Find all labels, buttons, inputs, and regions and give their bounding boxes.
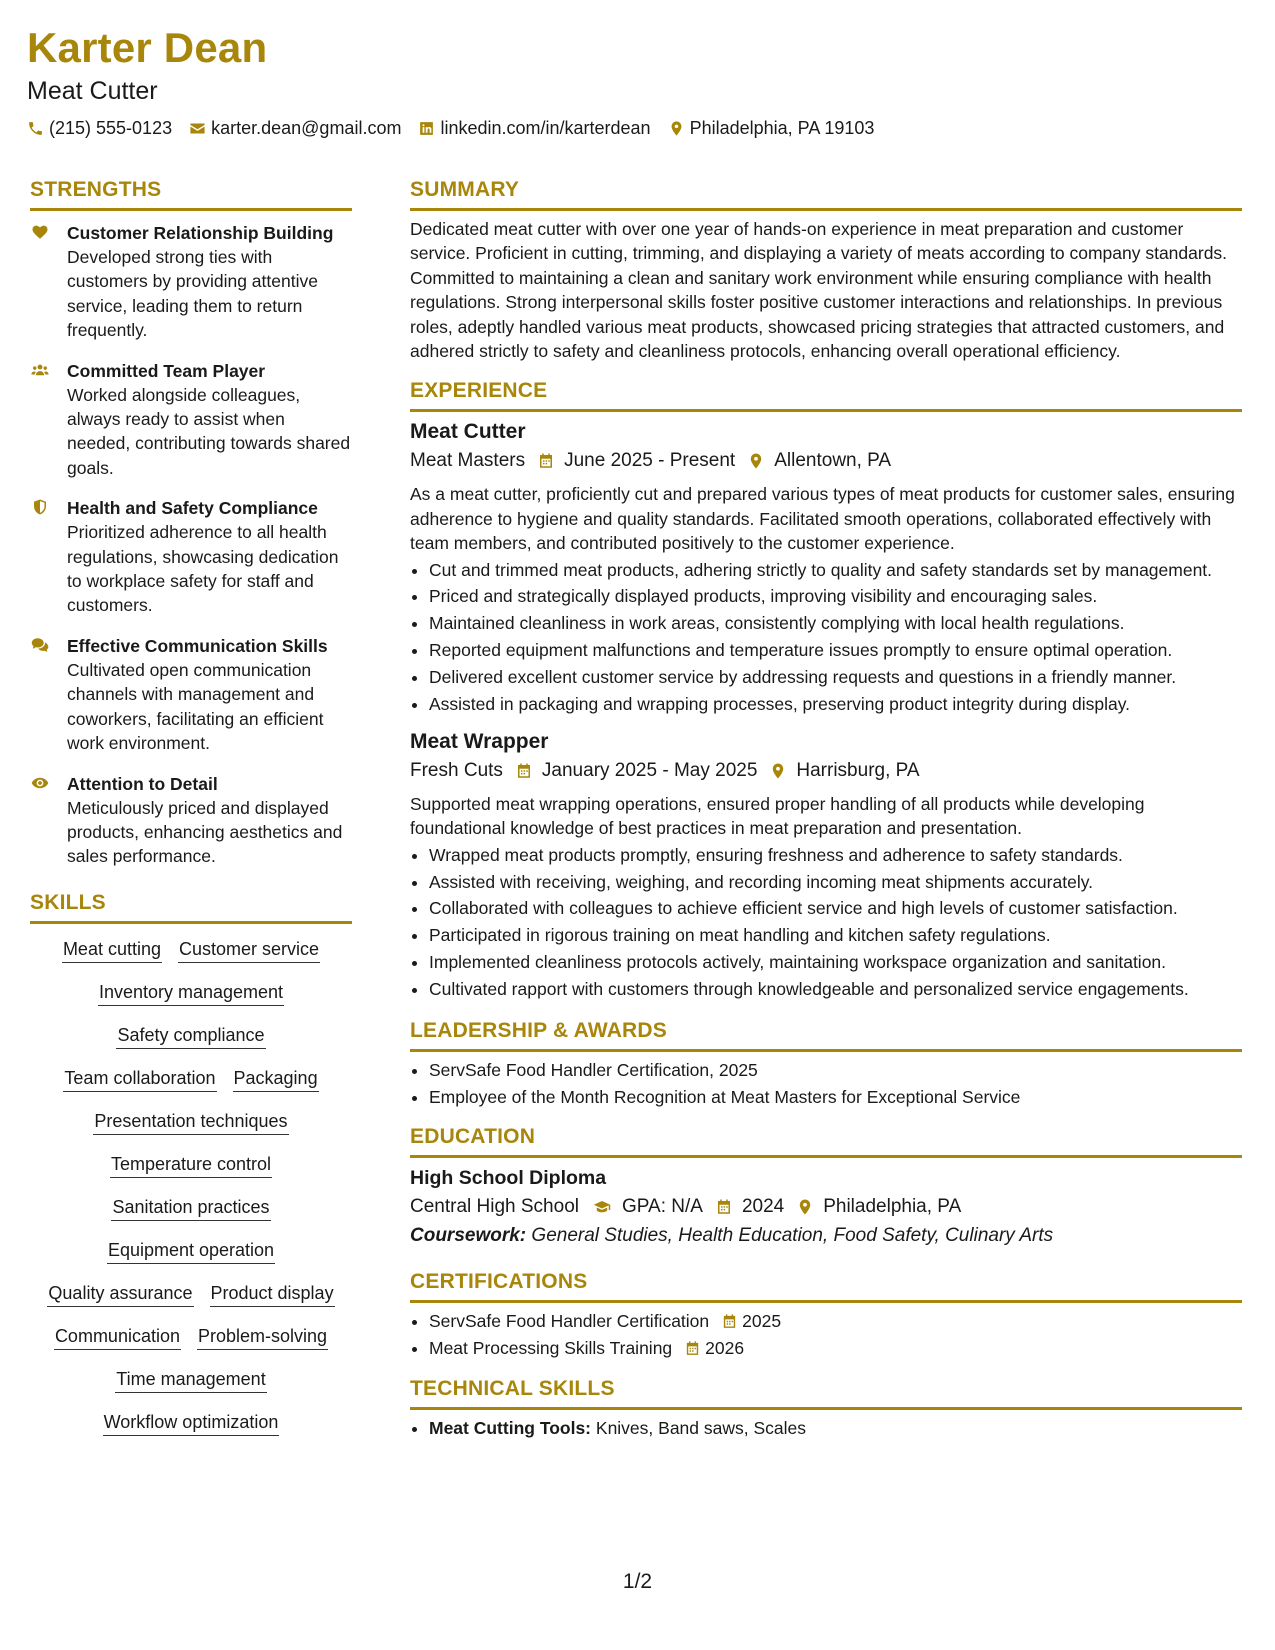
calendar-icon [715, 1198, 733, 1216]
graduation-cap-icon [591, 1198, 613, 1216]
certification-year: 2026 [705, 1338, 745, 1359]
job-entry [410, 728, 1242, 1001]
skill-tag: Equipment operation [107, 1237, 275, 1264]
calendar-icon [537, 452, 555, 470]
shield-icon [30, 498, 50, 516]
job-description: Supported meat wrapping operations, ensured proper handling of all products while developing foundational knowledge of best practices in meat preparation and presentation. [410, 794, 1145, 839]
envelope-icon [189, 120, 206, 137]
bullet-item: • Assisted in packaging and wrapping processes, preserving product integrity during display. [429, 692, 1242, 716]
bullet-item: • Cut and trimmed meat products, adhering strictly to quality and safety standards set by management. [429, 558, 1242, 582]
gpa-text: GPA: N/A [621, 1196, 703, 1218]
contact-location [668, 116, 875, 140]
coursework [410, 1222, 1242, 1250]
bullet-item: • Participated in rigorous training on meat handling and kitchen safety regulations. [429, 923, 1242, 947]
technical-skill-item [429, 1416, 1242, 1440]
job-entry [410, 418, 1242, 716]
contact-phone [27, 116, 172, 140]
job-meta [410, 756, 1242, 786]
phone-text: (215) 555-0123 [49, 118, 173, 138]
strength-title: Health and Safety Compliance [67, 498, 318, 519]
skill-tag: Packaging [233, 1065, 319, 1092]
job-meta [410, 446, 1242, 476]
certifications-list [410, 1309, 1242, 1360]
bullet-item: • Cultivated rapport with customers through knowledgeable and personalized service engagements. [429, 977, 1242, 1001]
strength-item [30, 634, 352, 756]
job-location: Harrisburg, PA [796, 760, 920, 782]
skill-tag: Presentation techniques [93, 1108, 288, 1135]
education-location: Philadelphia, PA [823, 1196, 962, 1218]
map-marker-icon [796, 1198, 814, 1216]
users-icon [30, 361, 50, 379]
technical-skills-heading: TECHNICAL SKILLS [410, 1371, 1242, 1410]
bullet-item: • Collaborated with colleagues to achieve efficient service and high levels of customer satisfaction. [429, 896, 1242, 920]
map-marker-icon [747, 452, 765, 470]
skills-heading: SKILLS [30, 885, 352, 924]
skill-tag: Customer service [178, 936, 320, 963]
strength-description: Developed strong ties with customers by providing attentive service, leading them to return frequently. [67, 247, 318, 341]
location-text: Philadelphia, PA 19103 [689, 118, 875, 138]
education-heading: EDUCATION [410, 1119, 1242, 1158]
job-location: Allentown, PA [774, 450, 892, 472]
contact-bar [27, 116, 1227, 140]
summary-text: Dedicated meat cutter with over one year of hands-on experience in meat preparation and customer service. Proficient in cutting, trimming, and displaying a variety of meats according to company standards. Committed to maintaining a clean and sanitary work environment while ensuring compliance with health regulations. Strong interpersonal skills foster positive customer interactions and relationships. In previous roles, adeptly handled various meat products, showcased pricing strategies that attracted customers, and adhered strictly to safety and cleanliness protocols, enhancing overall operational efficiency. [410, 219, 1228, 362]
contact-email[interactable] [189, 116, 401, 140]
strength-item [30, 496, 352, 618]
award-item: • Employee of the Month Recognition at Meat Masters for Exceptional Service [429, 1085, 1242, 1109]
strength-description: Meticulously priced and displayed products, enhancing aesthetics and sales performance. [67, 797, 343, 867]
page-number: 1/2 [622, 1570, 653, 1593]
strength-description: Cultivated open communication channels with management and coworkers, facilitating an efficient work environment. [67, 659, 324, 754]
right-column [410, 172, 1242, 1442]
leadership-heading: LEADERSHIP & AWARDS [410, 1013, 1242, 1052]
bullet-item: • Wrapped meat products promptly, ensuring freshness and adherence to safety standards. [429, 843, 1242, 867]
job-title: Meat Wrapper [410, 730, 549, 754]
strength-title: Effective Communication Skills [67, 635, 328, 656]
skill-tag: Safety compliance [116, 1022, 265, 1049]
contact-linkedin[interactable] [418, 116, 650, 140]
strength-title: Customer Relationship Building [67, 223, 334, 243]
strength-item [30, 772, 352, 869]
bullet-item: • Assisted with receiving, weighing, and recording incoming meat shipments accurately. [429, 870, 1242, 894]
certification-item [429, 1336, 1242, 1360]
left-column [30, 172, 352, 1452]
eye-icon [30, 774, 50, 792]
job-dates: January 2025 - May 2025 [541, 760, 758, 782]
technical-skill-label: Meat Cutting Tools: [429, 1417, 592, 1438]
phone-icon [27, 120, 44, 137]
strength-item [30, 359, 352, 481]
calendar-icon [515, 762, 533, 780]
education-year: 2024 [741, 1196, 785, 1218]
resume-header [27, 20, 1227, 140]
job-bullets [410, 843, 1242, 1001]
skill-tag: Sanitation practices [111, 1194, 270, 1221]
certification-name: • ServSafe Food Handler Certification [429, 1311, 710, 1332]
bullet-item: • Implemented cleanliness protocols actively, maintaining workspace organization and sanitation. [429, 950, 1242, 974]
bullet-item: • Priced and strategically displayed products, improving visibility and encouraging sales. [429, 584, 1242, 608]
map-marker-icon [668, 120, 685, 137]
strengths-heading: STRENGTHS [30, 172, 352, 211]
coursework-text: General Studies, Health Education, Food Safety, Culinary Arts [531, 1225, 1054, 1247]
linkedin-icon [418, 120, 435, 137]
bullet-item: • Delivered excellent customer service by addressing requests and questions in a friendly manner. [429, 665, 1242, 689]
strength-item [30, 221, 352, 343]
strength-title: Attention to Detail [67, 773, 218, 794]
leadership-list [410, 1058, 1242, 1109]
linkedin-text[interactable]: linkedin.com/in/karterdean [440, 118, 651, 138]
strength-description: Worked alongside colleagues, always ready to assist when needed, contributing towards shared goals. [67, 384, 351, 478]
education-meta [410, 1192, 1242, 1222]
skill-tag: Workflow optimization [103, 1409, 280, 1436]
job-company: Meat Masters [410, 450, 526, 472]
candidate-name: Karter Dean [27, 24, 268, 71]
skill-tag: Temperature control [110, 1151, 272, 1178]
coursework-label: Coursework: [410, 1225, 527, 1247]
experience-heading: EXPERIENCE [410, 373, 1242, 412]
calendar-icon [721, 1313, 738, 1330]
award-item: • ServSafe Food Handler Certification, 2025 [429, 1058, 1242, 1082]
job-dates: June 2025 - Present [564, 450, 736, 472]
skill-tag: Inventory management [98, 979, 284, 1006]
skills-list [30, 930, 352, 1452]
map-marker-icon [769, 762, 787, 780]
strengths-list [30, 217, 352, 869]
job-title: Meat Cutter [410, 420, 526, 444]
skill-tag: Communication [54, 1323, 181, 1350]
certification-year: 2025 [742, 1311, 782, 1332]
skill-tag: Quality assurance [47, 1280, 193, 1307]
job-description: As a meat cutter, proficiently cut and prepared various types of meat products for customer sales, ensuring adherence to hygiene and quality standards. Facilitated smooth operations, collaborated effectively with team members, and contributed positively to the customer experience. [410, 484, 1235, 554]
degree-title: High School Diploma [410, 1167, 607, 1190]
email-text[interactable]: karter.dean@gmail.com [211, 118, 402, 138]
technical-skill-value: Knives, Band saws, Scales [595, 1417, 806, 1438]
summary-heading: SUMMARY [410, 172, 1242, 211]
comments-icon [30, 636, 50, 654]
skill-tag: Meat cutting [62, 936, 162, 963]
certification-name: • Meat Processing Skills Training [429, 1338, 673, 1359]
certifications-heading: CERTIFICATIONS [410, 1264, 1242, 1303]
skill-tag: Time management [115, 1366, 266, 1393]
job-company: Fresh Cuts [410, 760, 503, 782]
bullet-item: • Reported equipment malfunctions and temperature issues promptly to ensure optimal operation. [429, 638, 1242, 662]
technical-skills-list [410, 1416, 1242, 1440]
bullet-item: • Maintained cleanliness in work areas, consistently complying with local health regulations. [429, 611, 1242, 635]
candidate-title: Meat Cutter [27, 77, 158, 105]
strength-title: Committed Team Player [67, 360, 266, 381]
heart-icon [30, 223, 50, 241]
skill-tag: Problem-solving [197, 1323, 328, 1350]
job-bullets [410, 558, 1242, 716]
skill-tag: Team collaboration [63, 1065, 216, 1092]
skill-tag: Product display [210, 1280, 335, 1307]
calendar-icon [684, 1340, 701, 1357]
certification-item [429, 1309, 1242, 1333]
school-name: Central High School [410, 1196, 579, 1218]
strength-description: Prioritized adherence to all health regulations, showcasing dedication to workplace safety for staff and customers. [67, 522, 339, 616]
